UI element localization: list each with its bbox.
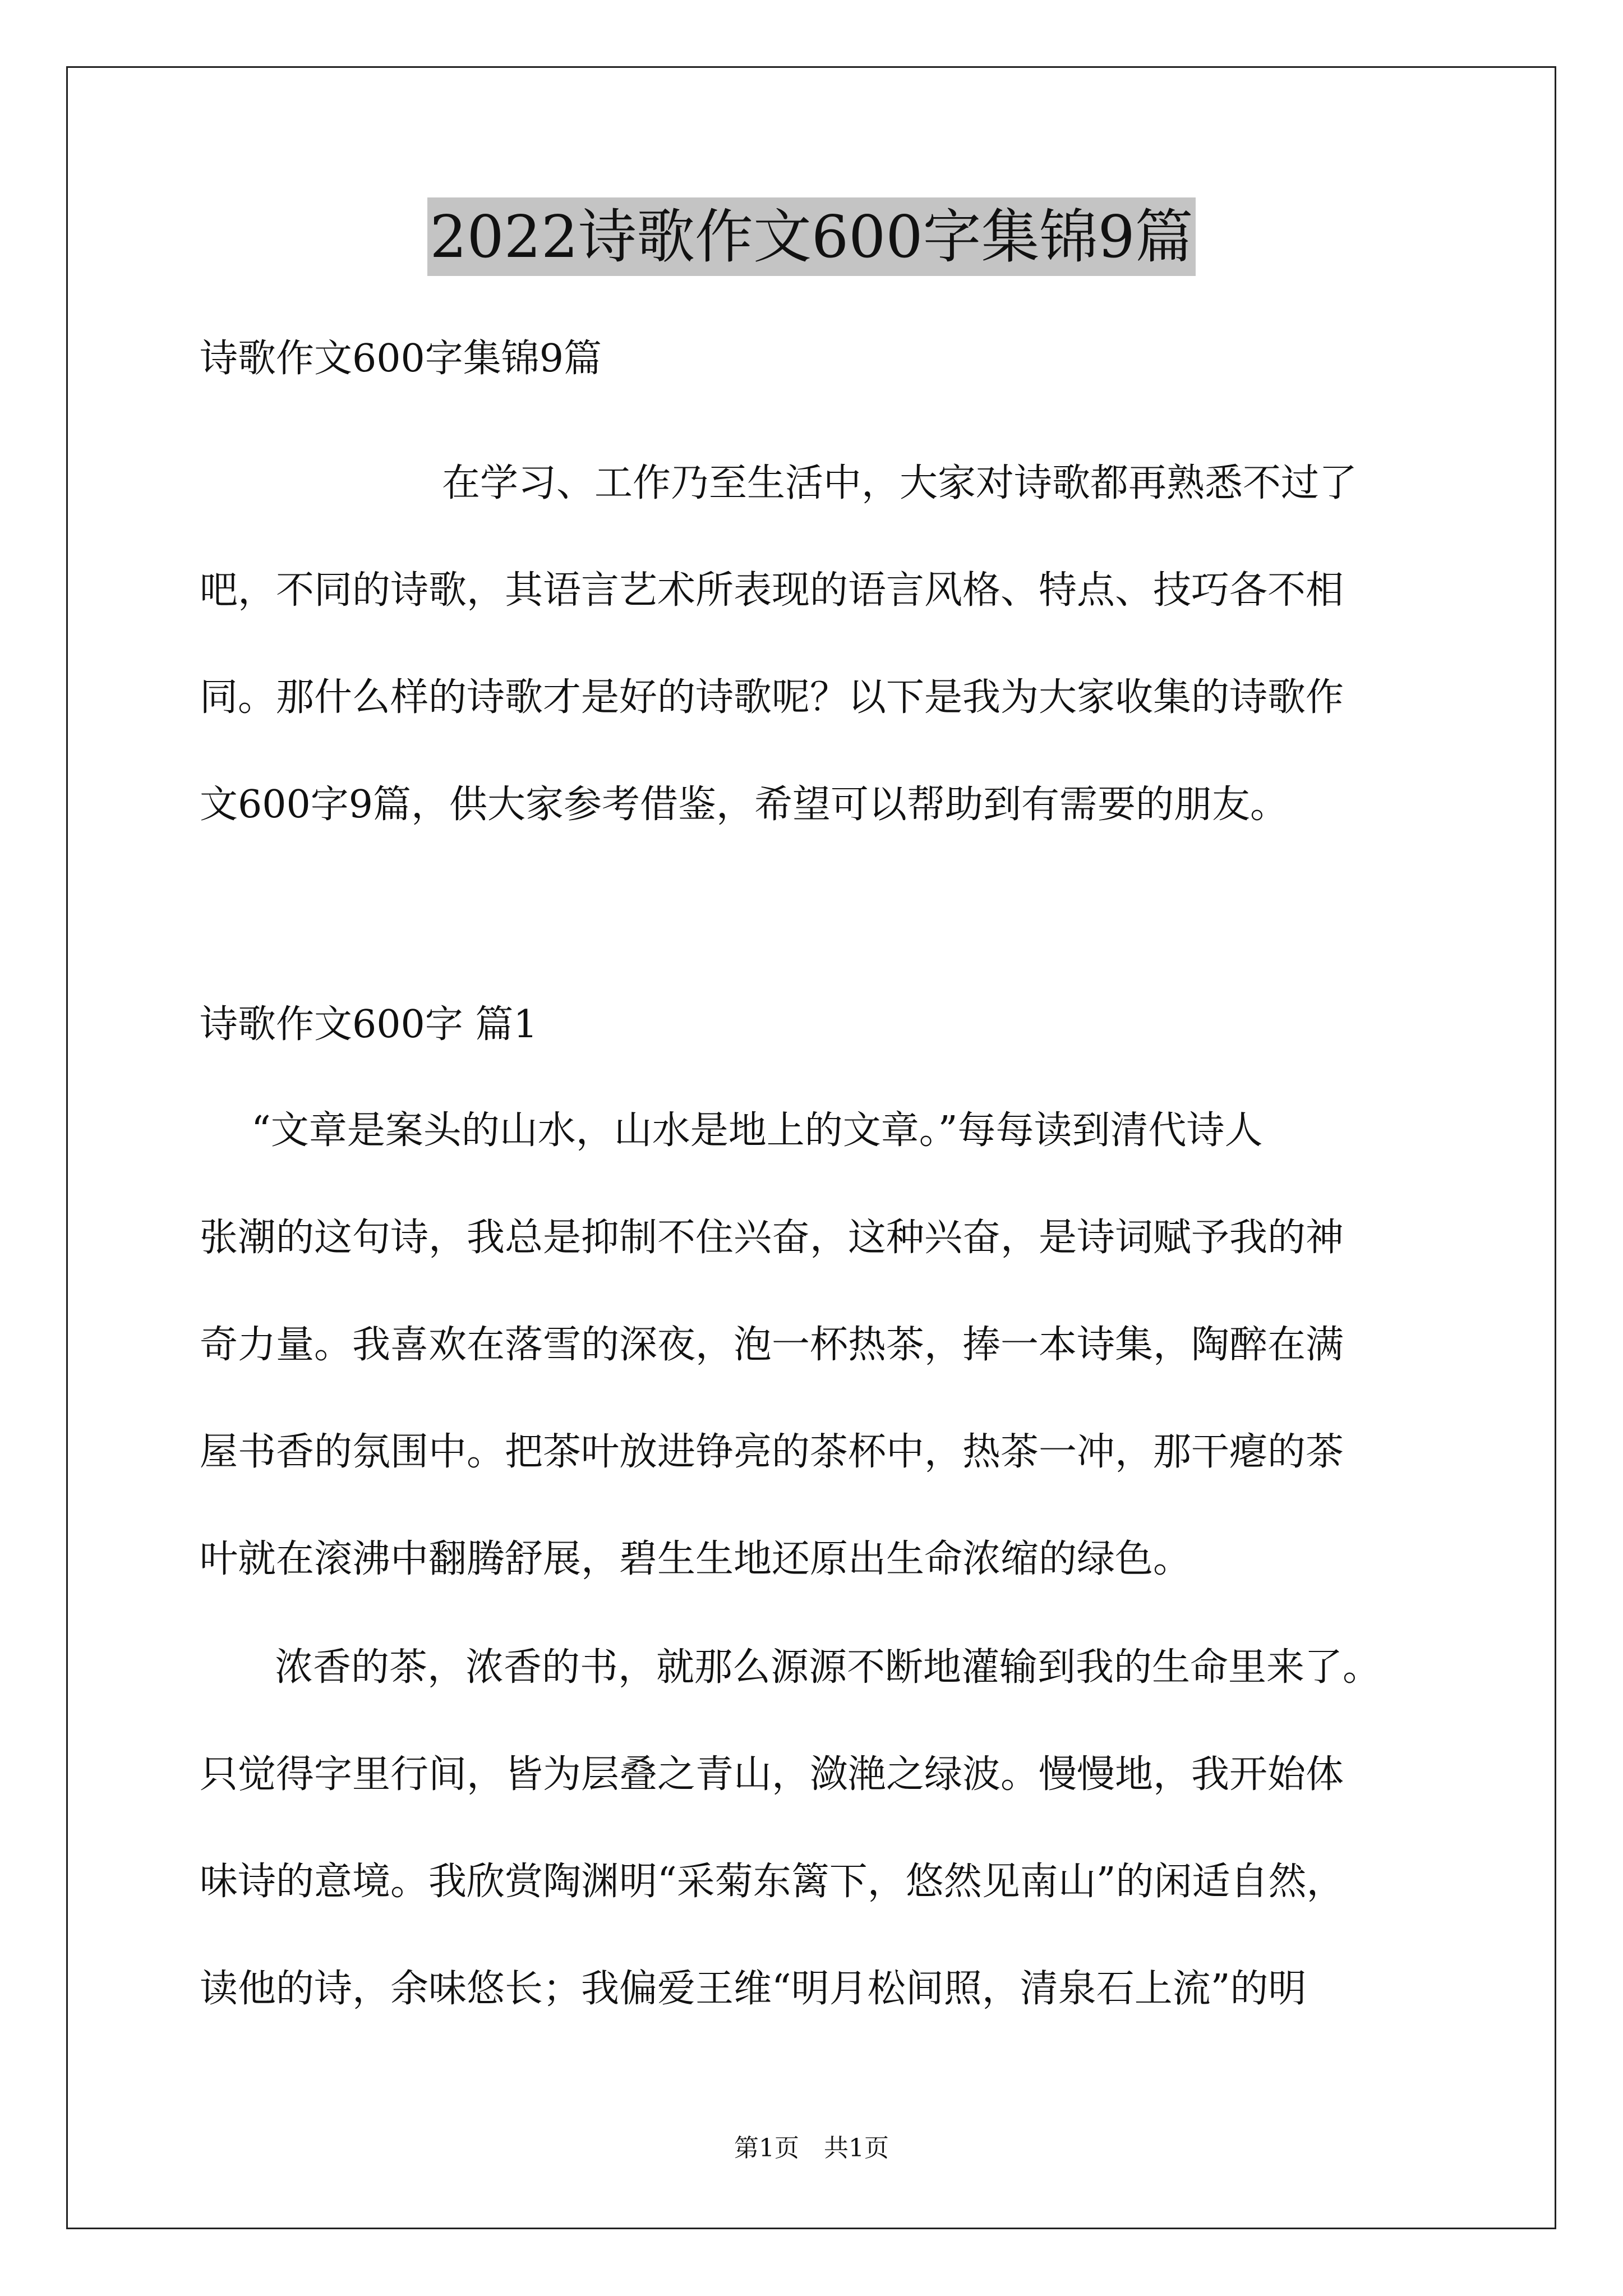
- paragraph-line: 叶就在滚沸中翻腾舒展，碧生生地还原出生命浓缩的绿色。: [200, 1537, 1192, 1581]
- paragraph-line: 只觉得字里行间，皆为层叠之青山，潋滟之绿波。慢慢地，我开始体: [200, 1752, 1344, 1797]
- section-heading: 诗歌作文600字 篇1: [200, 1002, 538, 1047]
- paragraph-line: 浓香的茶，浓香的书，就那么源源不断地灌输到我的生命里来了。: [275, 1645, 1381, 1690]
- intro-line: 在学习、工作乃至生活中，大家对诗歌都再熟悉不过了: [442, 461, 1358, 505]
- intro-line: 同。那什么样的诗歌才是好的诗歌呢？以下是我为大家收集的诗歌作: [200, 675, 1344, 720]
- paragraph-line: 味诗的意境。我欣赏陶渊明“采菊东篱下，悠然见南山”的闲适自然，: [200, 1860, 1345, 1904]
- document-title: 2022诗歌作文600字集锦9篇: [427, 197, 1195, 276]
- paragraph-line: “文章是案头的山水，山水是地上的文章。”每每读到清代诗人: [251, 1108, 1263, 1153]
- paragraph-line: 奇力量。我喜欢在落雪的深夜，泡一杯热茶，捧一本诗集，陶醉在满: [200, 1323, 1344, 1367]
- document-subtitle: 诗歌作文600字集锦9篇: [200, 337, 602, 381]
- paragraph-line: 屋书香的氛围中。把茶叶放进铮亮的茶杯中，热茶一冲，那干瘪的茶: [200, 1430, 1344, 1474]
- intro-line: 文600字9篇，供大家参考借鉴，希望可以帮助到有需要的朋友。: [200, 783, 1289, 827]
- intro-line: 吧，不同的诗歌，其语言艺术所表现的语言风格、特点、技巧各不相: [200, 568, 1344, 613]
- page-footer: 第1页 共1页: [734, 2134, 889, 2162]
- paragraph-line: 张潮的这句诗，我总是抑制不住兴奋，这种兴奋，是诗词赋予我的神: [200, 1216, 1344, 1260]
- document-title-container: [0, 197, 1623, 276]
- paragraph-line: 读他的诗，余味悠长；我偏爱王维“明月松间照，清泉石上流”的明: [200, 1967, 1307, 2011]
